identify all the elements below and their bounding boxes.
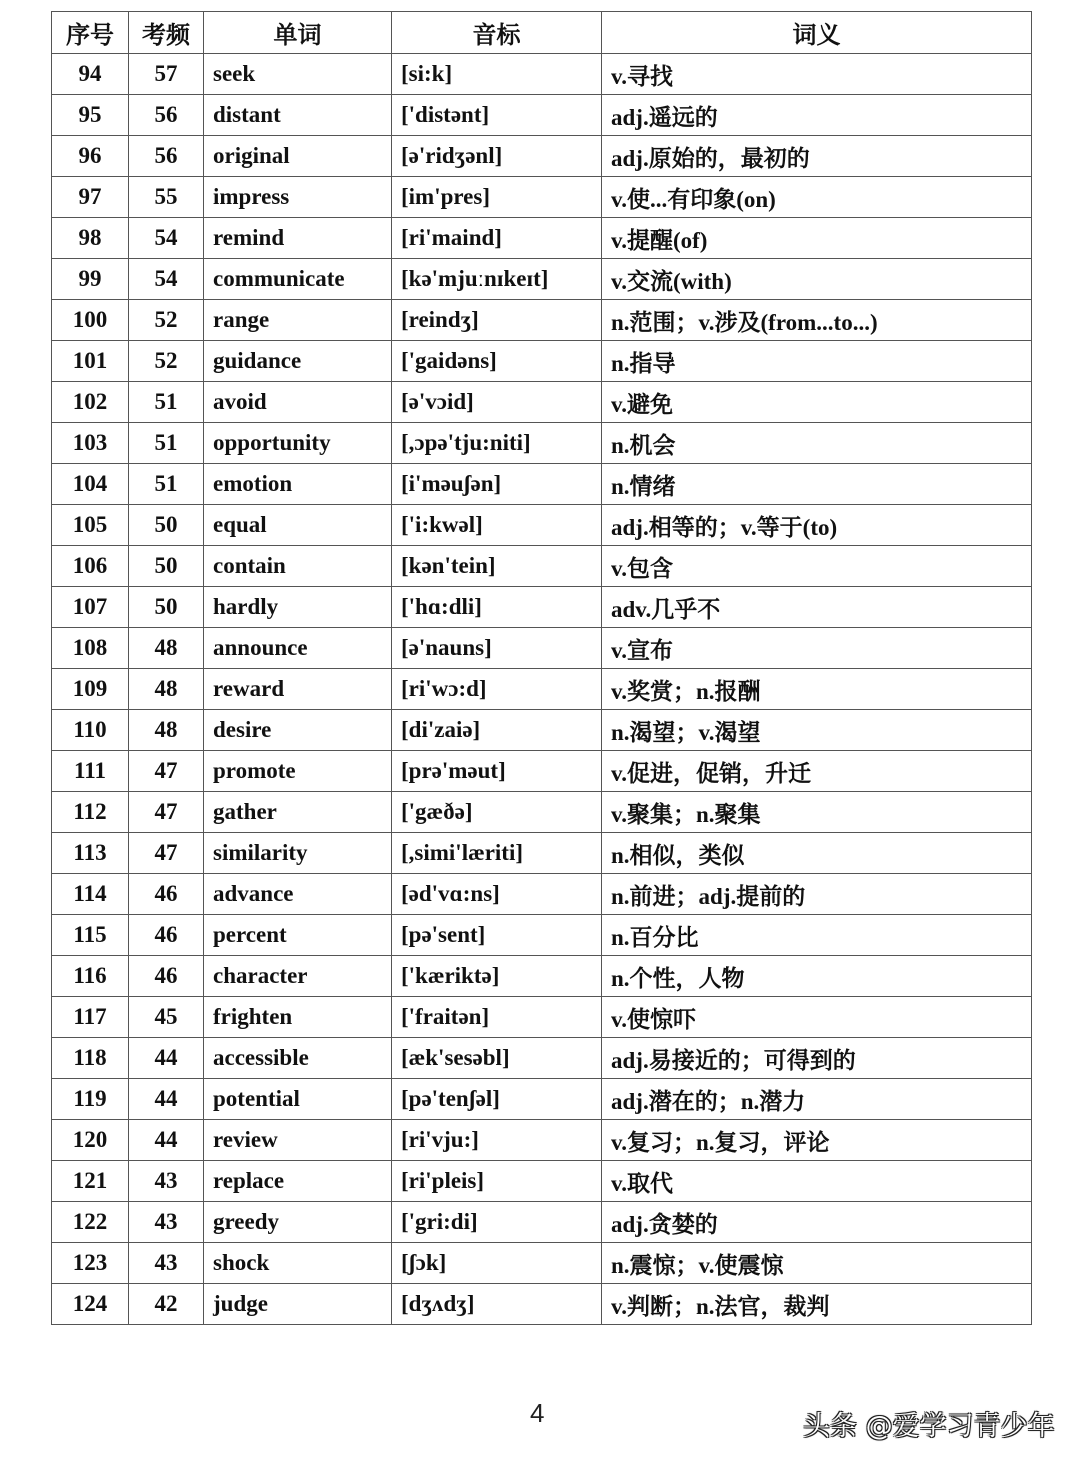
cell-word: contain: [204, 546, 392, 587]
cell-word: seek: [204, 54, 392, 95]
cell-frequency: 50: [129, 587, 204, 628]
watermark: 头条 @爱学习青少年: [803, 1411, 1055, 1442]
header-frequency: 考频: [129, 12, 204, 54]
cell-meaning: v.促进，促销，升迁: [602, 751, 1032, 792]
cell-meaning: n.范围；v.涉及(from...to...): [602, 300, 1032, 341]
cell-meaning: v.包含: [602, 546, 1032, 587]
cell-index: 102: [52, 382, 129, 423]
cell-meaning: adj.遥远的: [602, 95, 1032, 136]
phonetic-text: [prə'məut]: [401, 758, 506, 783]
cell-frequency: 54: [129, 218, 204, 259]
header-index: 序号: [52, 12, 129, 54]
cell-word: potential: [204, 1079, 392, 1120]
phonetic-text: [pə'tenʃəl]: [401, 1086, 500, 1111]
cell-phonetic: [392, 300, 602, 341]
table-row: [52, 423, 1032, 464]
cell-index: 106: [52, 546, 129, 587]
phonetic-text: [ri'maind]: [401, 225, 502, 250]
phonetic-text: [kə'mjuːnɪkeɪt]: [401, 266, 549, 291]
cell-index: 95: [52, 95, 129, 136]
cell-phonetic: [392, 587, 602, 628]
cell-meaning: n.指导: [602, 341, 1032, 382]
cell-index: 98: [52, 218, 129, 259]
table-row: [52, 505, 1032, 546]
cell-index: 119: [52, 1079, 129, 1120]
cell-phonetic: [392, 1202, 602, 1243]
table-row: [52, 1243, 1032, 1284]
cell-index: 100: [52, 300, 129, 341]
cell-frequency: 45: [129, 997, 204, 1038]
cell-word: impress: [204, 177, 392, 218]
table-row: [52, 587, 1032, 628]
cell-meaning: n.百分比: [602, 915, 1032, 956]
cell-meaning: v.聚集；n.聚集: [602, 792, 1032, 833]
cell-meaning: adj.贪婪的: [602, 1202, 1032, 1243]
table-row: [52, 95, 1032, 136]
cell-index: 111: [52, 751, 129, 792]
table-row: [52, 792, 1032, 833]
table-body: [52, 54, 1032, 1325]
cell-frequency: 47: [129, 751, 204, 792]
cell-index: 97: [52, 177, 129, 218]
cell-meaning: v.避免: [602, 382, 1032, 423]
cell-phonetic: [392, 1038, 602, 1079]
cell-phonetic: [392, 874, 602, 915]
phonetic-text: [pə'sent]: [401, 922, 486, 947]
cell-phonetic: [392, 218, 602, 259]
cell-meaning: v.判断；n.法官，裁判: [602, 1284, 1032, 1325]
cell-index: 123: [52, 1243, 129, 1284]
cell-phonetic: [392, 259, 602, 300]
cell-phonetic: [392, 628, 602, 669]
table-row: [52, 1079, 1032, 1120]
cell-index: 101: [52, 341, 129, 382]
cell-word: hardly: [204, 587, 392, 628]
table-row: [52, 956, 1032, 997]
cell-meaning: v.宣布: [602, 628, 1032, 669]
table-row: [52, 300, 1032, 341]
table-row: [52, 710, 1032, 751]
cell-index: 99: [52, 259, 129, 300]
phonetic-text: [ʃɔk]: [401, 1250, 447, 1275]
page-number: 4: [530, 1398, 545, 1428]
cell-index: 105: [52, 505, 129, 546]
cell-word: replace: [204, 1161, 392, 1202]
table-row: [52, 1202, 1032, 1243]
table-row: [52, 833, 1032, 874]
cell-frequency: 55: [129, 177, 204, 218]
cell-index: 109: [52, 669, 129, 710]
cell-meaning: adj.潜在的；n.潜力: [602, 1079, 1032, 1120]
cell-meaning: adv.几乎不: [602, 587, 1032, 628]
phonetic-text: ['gaidəns]: [401, 348, 497, 373]
cell-phonetic: [392, 95, 602, 136]
cell-phonetic: [392, 1243, 602, 1284]
cell-word: guidance: [204, 341, 392, 382]
cell-frequency: 43: [129, 1243, 204, 1284]
cell-phonetic: [392, 382, 602, 423]
cell-index: 122: [52, 1202, 129, 1243]
cell-word: communicate: [204, 259, 392, 300]
cell-word: shock: [204, 1243, 392, 1284]
phonetic-text: ['gri:di]: [401, 1209, 478, 1234]
cell-phonetic: [392, 136, 602, 177]
cell-phonetic: [392, 792, 602, 833]
table-header-row: [52, 12, 1032, 54]
cell-index: 96: [52, 136, 129, 177]
cell-frequency: 56: [129, 95, 204, 136]
phonetic-text: [ri'wɔ:d]: [401, 676, 487, 701]
cell-meaning: v.使...有印象(on): [602, 177, 1032, 218]
cell-frequency: 44: [129, 1079, 204, 1120]
table-row: [52, 259, 1032, 300]
phonetic-text: [i'məuʃən]: [401, 471, 502, 496]
cell-word: emotion: [204, 464, 392, 505]
cell-phonetic: [392, 833, 602, 874]
cell-phonetic: [392, 1079, 602, 1120]
cell-index: 114: [52, 874, 129, 915]
cell-meaning: n.情绪: [602, 464, 1032, 505]
phonetic-text: [æk'sesəbl]: [401, 1045, 510, 1070]
cell-word: gather: [204, 792, 392, 833]
table-row: [52, 1284, 1032, 1325]
cell-frequency: 47: [129, 833, 204, 874]
table-row: [52, 136, 1032, 177]
cell-index: 107: [52, 587, 129, 628]
cell-word: accessible: [204, 1038, 392, 1079]
table-row: [52, 628, 1032, 669]
phonetic-text: ['gæðə]: [401, 799, 473, 824]
table-row: [52, 669, 1032, 710]
cell-word: judge: [204, 1284, 392, 1325]
cell-frequency: 52: [129, 341, 204, 382]
cell-phonetic: [392, 423, 602, 464]
cell-word: frighten: [204, 997, 392, 1038]
cell-word: range: [204, 300, 392, 341]
phonetic-text: ['distənt]: [401, 102, 490, 127]
cell-phonetic: [392, 341, 602, 382]
cell-index: 120: [52, 1120, 129, 1161]
cell-meaning: n.个性，人物: [602, 956, 1032, 997]
table-row: [52, 218, 1032, 259]
table-row: [52, 874, 1032, 915]
cell-frequency: 46: [129, 915, 204, 956]
phonetic-text: [kən'tein]: [401, 553, 496, 578]
cell-index: 115: [52, 915, 129, 956]
cell-phonetic: [392, 464, 602, 505]
cell-meaning: n.震惊；v.使震惊: [602, 1243, 1032, 1284]
table-row: [52, 1120, 1032, 1161]
table-row: [52, 382, 1032, 423]
phonetic-text: [ri'vju:]: [401, 1127, 479, 1152]
phonetic-text: [di'zaiə]: [401, 717, 481, 742]
cell-word: original: [204, 136, 392, 177]
cell-frequency: 52: [129, 300, 204, 341]
cell-phonetic: [392, 546, 602, 587]
cell-meaning: n.渴望；v.渴望: [602, 710, 1032, 751]
cell-word: reward: [204, 669, 392, 710]
phonetic-text: ['i:kwəl]: [401, 512, 483, 537]
table-row: [52, 464, 1032, 505]
cell-index: 103: [52, 423, 129, 464]
cell-meaning: v.取代: [602, 1161, 1032, 1202]
cell-index: 124: [52, 1284, 129, 1325]
phonetic-text: ['kæriktə]: [401, 963, 500, 988]
cell-index: 112: [52, 792, 129, 833]
phonetic-text: [ə'vɔid]: [401, 389, 474, 414]
cell-frequency: 57: [129, 54, 204, 95]
cell-frequency: 48: [129, 669, 204, 710]
phonetic-text: [si:k]: [401, 61, 453, 86]
cell-frequency: 54: [129, 259, 204, 300]
cell-phonetic: [392, 177, 602, 218]
cell-word: percent: [204, 915, 392, 956]
cell-frequency: 47: [129, 792, 204, 833]
cell-word: remind: [204, 218, 392, 259]
cell-word: equal: [204, 505, 392, 546]
cell-meaning: n.机会: [602, 423, 1032, 464]
cell-index: 108: [52, 628, 129, 669]
phonetic-text: [reindʒ]: [401, 307, 479, 332]
cell-index: 116: [52, 956, 129, 997]
cell-word: advance: [204, 874, 392, 915]
cell-meaning: v.交流(with): [602, 259, 1032, 300]
cell-index: 110: [52, 710, 129, 751]
cell-meaning: v.奖赏；n.报酬: [602, 669, 1032, 710]
cell-meaning: adj.相等的；v.等于(to): [602, 505, 1032, 546]
cell-frequency: 43: [129, 1202, 204, 1243]
phonetic-text: [,simi'læriti]: [401, 840, 523, 865]
phonetic-text: ['hɑ:dli]: [401, 594, 482, 619]
cell-meaning: v.使惊吓: [602, 997, 1032, 1038]
vocabulary-table: [51, 11, 1032, 1325]
table-row: [52, 341, 1032, 382]
cell-phonetic: [392, 505, 602, 546]
table-row: [52, 177, 1032, 218]
cell-index: 117: [52, 997, 129, 1038]
cell-word: opportunity: [204, 423, 392, 464]
cell-phonetic: [392, 997, 602, 1038]
phonetic-text: [dʒʌdʒ]: [401, 1291, 475, 1316]
cell-phonetic: [392, 915, 602, 956]
table-row: [52, 546, 1032, 587]
cell-meaning: v.寻找: [602, 54, 1032, 95]
cell-word: distant: [204, 95, 392, 136]
cell-word: announce: [204, 628, 392, 669]
cell-meaning: n.相似，类似: [602, 833, 1032, 874]
cell-frequency: 42: [129, 1284, 204, 1325]
cell-phonetic: [392, 669, 602, 710]
cell-index: 104: [52, 464, 129, 505]
cell-frequency: 56: [129, 136, 204, 177]
cell-frequency: 51: [129, 423, 204, 464]
cell-meaning: v.提醒(of): [602, 218, 1032, 259]
table-row: [52, 1161, 1032, 1202]
phonetic-text: [,ɔpə'tju:niti]: [401, 430, 531, 455]
cell-frequency: 51: [129, 382, 204, 423]
cell-frequency: 46: [129, 956, 204, 997]
table-row: [52, 915, 1032, 956]
cell-frequency: 50: [129, 546, 204, 587]
phonetic-text: [ri'pleis]: [401, 1168, 485, 1193]
cell-meaning: adj.原始的，最初的: [602, 136, 1032, 177]
cell-phonetic: [392, 956, 602, 997]
cell-index: 118: [52, 1038, 129, 1079]
cell-word: desire: [204, 710, 392, 751]
cell-frequency: 51: [129, 464, 204, 505]
cell-phonetic: [392, 54, 602, 95]
phonetic-text: [im'pres]: [401, 184, 491, 209]
cell-index: 94: [52, 54, 129, 95]
phonetic-text: [ə'nauns]: [401, 635, 492, 660]
cell-frequency: 48: [129, 628, 204, 669]
cell-word: similarity: [204, 833, 392, 874]
phonetic-text: [əd'vɑ:ns]: [401, 881, 500, 906]
cell-frequency: 44: [129, 1038, 204, 1079]
cell-meaning: v.复习；n.复习，评论: [602, 1120, 1032, 1161]
cell-phonetic: [392, 751, 602, 792]
cell-meaning: n.前进；adj.提前的: [602, 874, 1032, 915]
cell-phonetic: [392, 1161, 602, 1202]
cell-word: avoid: [204, 382, 392, 423]
cell-frequency: 50: [129, 505, 204, 546]
phonetic-text: [ə'ridʒənl]: [401, 143, 503, 168]
cell-word: greedy: [204, 1202, 392, 1243]
cell-word: character: [204, 956, 392, 997]
cell-word: promote: [204, 751, 392, 792]
table-row: [52, 54, 1032, 95]
table-row: [52, 751, 1032, 792]
table-row: [52, 1038, 1032, 1079]
header-phonetic: 音标: [392, 12, 602, 54]
cell-phonetic: [392, 1284, 602, 1325]
table-row: [52, 997, 1032, 1038]
cell-frequency: 44: [129, 1120, 204, 1161]
cell-meaning: adj.易接近的；可得到的: [602, 1038, 1032, 1079]
phonetic-text: ['fraitən]: [401, 1004, 490, 1029]
cell-index: 113: [52, 833, 129, 874]
cell-index: 121: [52, 1161, 129, 1202]
cell-frequency: 48: [129, 710, 204, 751]
cell-phonetic: [392, 1120, 602, 1161]
cell-frequency: 46: [129, 874, 204, 915]
header-meaning: 词义: [602, 12, 1032, 54]
cell-frequency: 43: [129, 1161, 204, 1202]
header-word: 单词: [204, 12, 392, 54]
cell-phonetic: [392, 710, 602, 751]
cell-word: review: [204, 1120, 392, 1161]
